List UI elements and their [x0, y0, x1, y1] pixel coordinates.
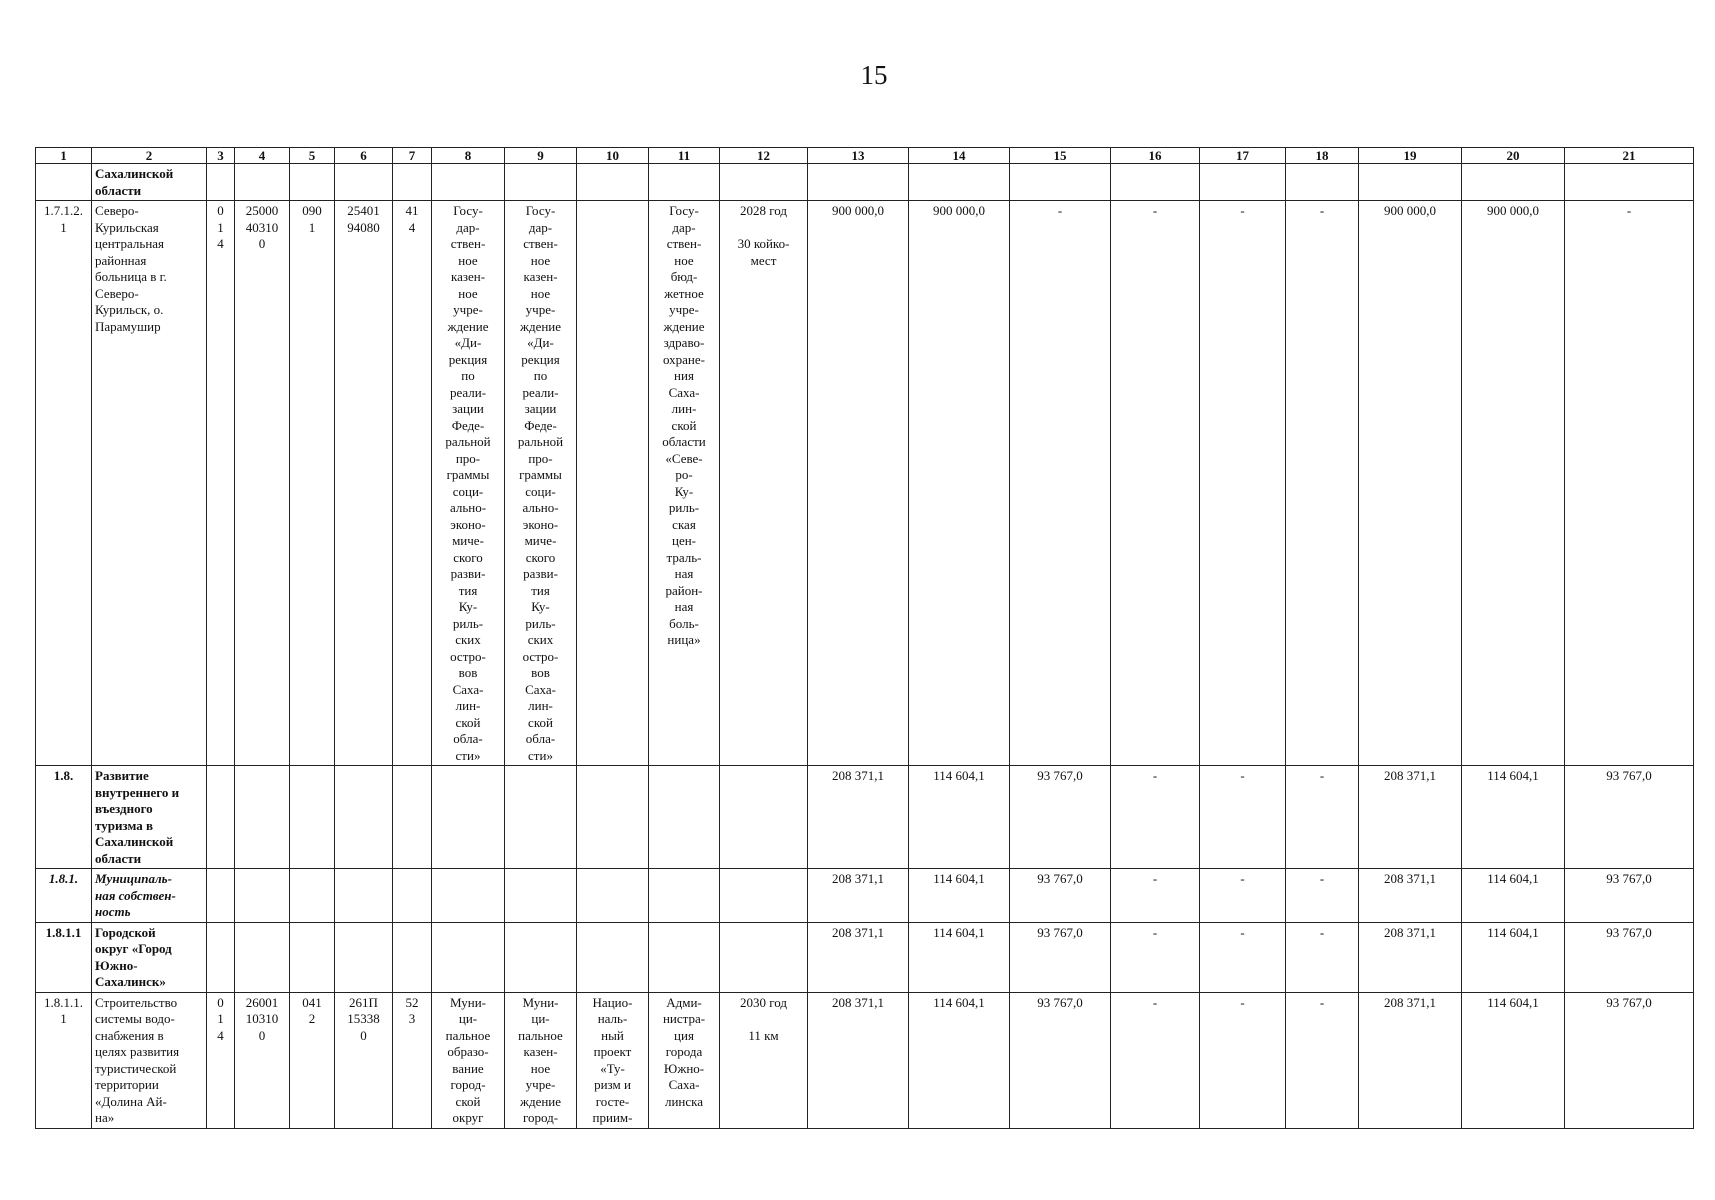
table-cell-col-10: [577, 201, 649, 766]
table-cell-col-1: 1.8.1.1. 1: [36, 992, 92, 1128]
table-cell-col-21: 93 767,0: [1565, 992, 1694, 1128]
table-cell-col-12: [720, 869, 808, 923]
table-cell-col-5: [290, 766, 335, 869]
table-cell-col-19: 208 371,1: [1359, 766, 1462, 869]
column-number: 15: [1010, 148, 1111, 164]
table-cell-col-19: 208 371,1: [1359, 922, 1462, 992]
table-cell-col-16: -: [1111, 992, 1200, 1128]
table-cell-col-18: -: [1286, 766, 1359, 869]
table-cell-col-18: -: [1286, 869, 1359, 923]
table-cell-col-7: [393, 766, 432, 869]
table-cell-col-5: [290, 164, 335, 201]
table-cell-col-14: 900 000,0: [909, 201, 1010, 766]
table-cell-col-19: [1359, 164, 1462, 201]
table-cell-col-10: [577, 869, 649, 923]
table-cell-col-1: 1.8.: [36, 766, 92, 869]
table-cell-col-17: -: [1200, 201, 1286, 766]
table-cell-col-11: [649, 766, 720, 869]
table-cell-col-18: -: [1286, 922, 1359, 992]
budget-table-sheet: [35, 147, 1693, 1129]
table-cell-col-15: 93 767,0: [1010, 869, 1111, 923]
table-cell-col-4: [235, 922, 290, 992]
table-cell-col-17: -: [1200, 766, 1286, 869]
table-cell-col-10: [577, 164, 649, 201]
table-cell-col-16: [1111, 164, 1200, 201]
column-number: 20: [1462, 148, 1565, 164]
table-cell-col-9: Муни- ци- пальное казен- ное учре- ждение город-: [505, 992, 577, 1128]
table-cell-col-21: [1565, 164, 1694, 201]
table-cell-col-9: [505, 766, 577, 869]
table-cell-col-4: [235, 869, 290, 923]
table-cell-col-7: 52 3: [393, 992, 432, 1128]
table-cell-col-11: [649, 869, 720, 923]
table-cell-col-3: [207, 164, 235, 201]
column-number: 4: [235, 148, 290, 164]
table-cell-col-13: 208 371,1: [808, 766, 909, 869]
table-cell-col-1: [36, 164, 92, 201]
table-cell-col-7: [393, 922, 432, 992]
table-cell-col-3: 0 1 4: [207, 201, 235, 766]
table-cell-col-13: 208 371,1: [808, 922, 909, 992]
table-cell-col-17: [1200, 164, 1286, 201]
table-cell-col-6: 25401 94080: [335, 201, 393, 766]
table-row: [36, 992, 1694, 1128]
table-cell-col-19: 900 000,0: [1359, 201, 1462, 766]
table-cell-col-15: [1010, 164, 1111, 201]
table-cell-col-20: 114 604,1: [1462, 992, 1565, 1128]
column-number: 8: [432, 148, 505, 164]
table-cell-col-14: 114 604,1: [909, 922, 1010, 992]
table-cell-col-16: -: [1111, 201, 1200, 766]
table-cell-col-13: 208 371,1: [808, 992, 909, 1128]
table-cell-col-14: [909, 164, 1010, 201]
table-cell-col-20: [1462, 164, 1565, 201]
page-number: 15: [860, 60, 888, 90]
table-cell-col-5: [290, 922, 335, 992]
table-cell-col-9: [505, 164, 577, 201]
table-cell-col-20: 900 000,0: [1462, 201, 1565, 766]
table-row: [36, 869, 1694, 923]
table-cell-col-11: [649, 922, 720, 992]
table-cell-col-3: [207, 922, 235, 992]
column-number: 19: [1359, 148, 1462, 164]
table-cell-col-11: Госу- дар- ствен- ное бюд- жетное учре- ждение здраво- охране- ния Саха- лин- ской области «Севе- ро- Ку- риль- ская цен- траль- ная район- ная боль- ница»: [649, 201, 720, 766]
column-number: 16: [1111, 148, 1200, 164]
table-cell-col-11: Адми- нистра- ция города Южно- Саха- линска: [649, 992, 720, 1128]
table-cell-col-15: 93 767,0: [1010, 766, 1111, 869]
table-cell-col-6: 261П 15338 0: [335, 992, 393, 1128]
table-cell-col-8: Муни- ци- пальное образо- вание город- ской округ: [432, 992, 505, 1128]
column-number: 14: [909, 148, 1010, 164]
table-cell-col-2: Сахалинской области: [92, 164, 207, 201]
table-row: [36, 922, 1694, 992]
table-cell-col-9: Госу- дар- ствен- ное казен- ное учре- ждение «Ди- рекция по реали- зации Феде- ральной про- граммы соци- ально- эконо- миче- ского разви- тия Ку- риль- ских остро- вов Саха- лин- ской обла- сти»: [505, 201, 577, 766]
table-cell-col-1: 1.8.1.: [36, 869, 92, 923]
table-cell-col-1: 1.7.1.2. 1: [36, 201, 92, 766]
table-cell-col-3: 0 1 4: [207, 992, 235, 1128]
table-cell-col-2: Развитие внутреннего и въездного туризма в Сахалинской области: [92, 766, 207, 869]
table-cell-col-5: 090 1: [290, 201, 335, 766]
table-cell-col-1: 1.8.1.1: [36, 922, 92, 992]
table-cell-col-7: [393, 869, 432, 923]
table-cell-col-8: [432, 164, 505, 201]
column-number: 5: [290, 148, 335, 164]
table-cell-col-10: Нацио- наль- ный проект «Ту- ризм и госте- приим-: [577, 992, 649, 1128]
table-cell-col-14: 114 604,1: [909, 992, 1010, 1128]
table-cell-col-4: 25000 40310 0: [235, 201, 290, 766]
table-cell-col-21: 93 767,0: [1565, 922, 1694, 992]
table-cell-col-16: -: [1111, 922, 1200, 992]
table-cell-col-8: [432, 766, 505, 869]
column-number: 9: [505, 148, 577, 164]
table-cell-col-15: 93 767,0: [1010, 922, 1111, 992]
column-number-row: [36, 148, 1694, 164]
table-cell-col-8: Госу- дар- ствен- ное казен- ное учре- ждение «Ди- рекция по реали- зации Феде- ральной про- граммы соци- ально- эконо- миче- ского разви- тия Ку- риль- ских остро- вов Саха- лин- ской обла- сти»: [432, 201, 505, 766]
table-cell-col-2: Муниципаль- ная собствен- ность: [92, 869, 207, 923]
table-cell-col-4: [235, 766, 290, 869]
table-cell-col-7: 41 4: [393, 201, 432, 766]
table-cell-col-2: Строительство системы водо- снабжения в целях развития туристической территории «Долина Ай- на»: [92, 992, 207, 1128]
column-number: 17: [1200, 148, 1286, 164]
column-number: 12: [720, 148, 808, 164]
table-cell-col-5: [290, 869, 335, 923]
table-cell-col-13: 208 371,1: [808, 869, 909, 923]
column-number: 21: [1565, 148, 1694, 164]
table-cell-col-11: [649, 164, 720, 201]
table-cell-col-17: -: [1200, 869, 1286, 923]
table-cell-col-13: [808, 164, 909, 201]
column-number: 13: [808, 148, 909, 164]
table-cell-col-20: 114 604,1: [1462, 922, 1565, 992]
table-cell-col-6: [335, 766, 393, 869]
table-cell-col-8: [432, 922, 505, 992]
table-cell-col-12: 2030 год 11 км: [720, 992, 808, 1128]
table-cell-col-8: [432, 869, 505, 923]
table-cell-col-15: 93 767,0: [1010, 992, 1111, 1128]
budget-table: [35, 147, 1694, 1129]
column-number: 18: [1286, 148, 1359, 164]
table-cell-col-18: [1286, 164, 1359, 201]
table-cell-col-3: [207, 869, 235, 923]
table-cell-col-9: [505, 922, 577, 992]
table-cell-col-16: -: [1111, 766, 1200, 869]
table-cell-col-18: -: [1286, 992, 1359, 1128]
table-cell-col-15: -: [1010, 201, 1111, 766]
column-number: 2: [92, 148, 207, 164]
table-row: [36, 766, 1694, 869]
table-cell-col-12: [720, 922, 808, 992]
table-cell-col-9: [505, 869, 577, 923]
table-cell-col-10: [577, 922, 649, 992]
table-cell-col-19: 208 371,1: [1359, 869, 1462, 923]
column-number: 6: [335, 148, 393, 164]
table-cell-col-6: [335, 164, 393, 201]
column-number: 1: [36, 148, 92, 164]
table-cell-col-19: 208 371,1: [1359, 992, 1462, 1128]
table-cell-col-17: -: [1200, 922, 1286, 992]
table-cell-col-4: [235, 164, 290, 201]
table-cell-col-6: [335, 869, 393, 923]
table-cell-col-2: Городской округ «Город Южно- Сахалинск»: [92, 922, 207, 992]
table-cell-col-17: -: [1200, 992, 1286, 1128]
table-cell-col-4: 26001 10310 0: [235, 992, 290, 1128]
table-cell-col-13: 900 000,0: [808, 201, 909, 766]
table-row: [36, 201, 1694, 766]
table-cell-col-12: 2028 год 30 койко- мест: [720, 201, 808, 766]
column-number: 3: [207, 148, 235, 164]
column-number: 7: [393, 148, 432, 164]
table-cell-col-21: 93 767,0: [1565, 869, 1694, 923]
table-cell-col-6: [335, 922, 393, 992]
table-cell-col-16: -: [1111, 869, 1200, 923]
table-cell-col-14: 114 604,1: [909, 869, 1010, 923]
table-cell-col-7: [393, 164, 432, 201]
table-cell-col-2: Северо- Курильская центральная районная больница в г. Северо- Курильск, о. Парамушир: [92, 201, 207, 766]
table-cell-col-12: [720, 164, 808, 201]
table-cell-col-14: 114 604,1: [909, 766, 1010, 869]
column-number: 11: [649, 148, 720, 164]
table-cell-col-20: 114 604,1: [1462, 766, 1565, 869]
table-cell-col-21: 93 767,0: [1565, 766, 1694, 869]
column-number: 10: [577, 148, 649, 164]
table-cell-col-20: 114 604,1: [1462, 869, 1565, 923]
table-cell-col-12: [720, 766, 808, 869]
table-cell-col-21: -: [1565, 201, 1694, 766]
table-row: [36, 164, 1694, 201]
table-cell-col-5: 041 2: [290, 992, 335, 1128]
table-cell-col-3: [207, 766, 235, 869]
table-cell-col-18: -: [1286, 201, 1359, 766]
table-cell-col-10: [577, 766, 649, 869]
